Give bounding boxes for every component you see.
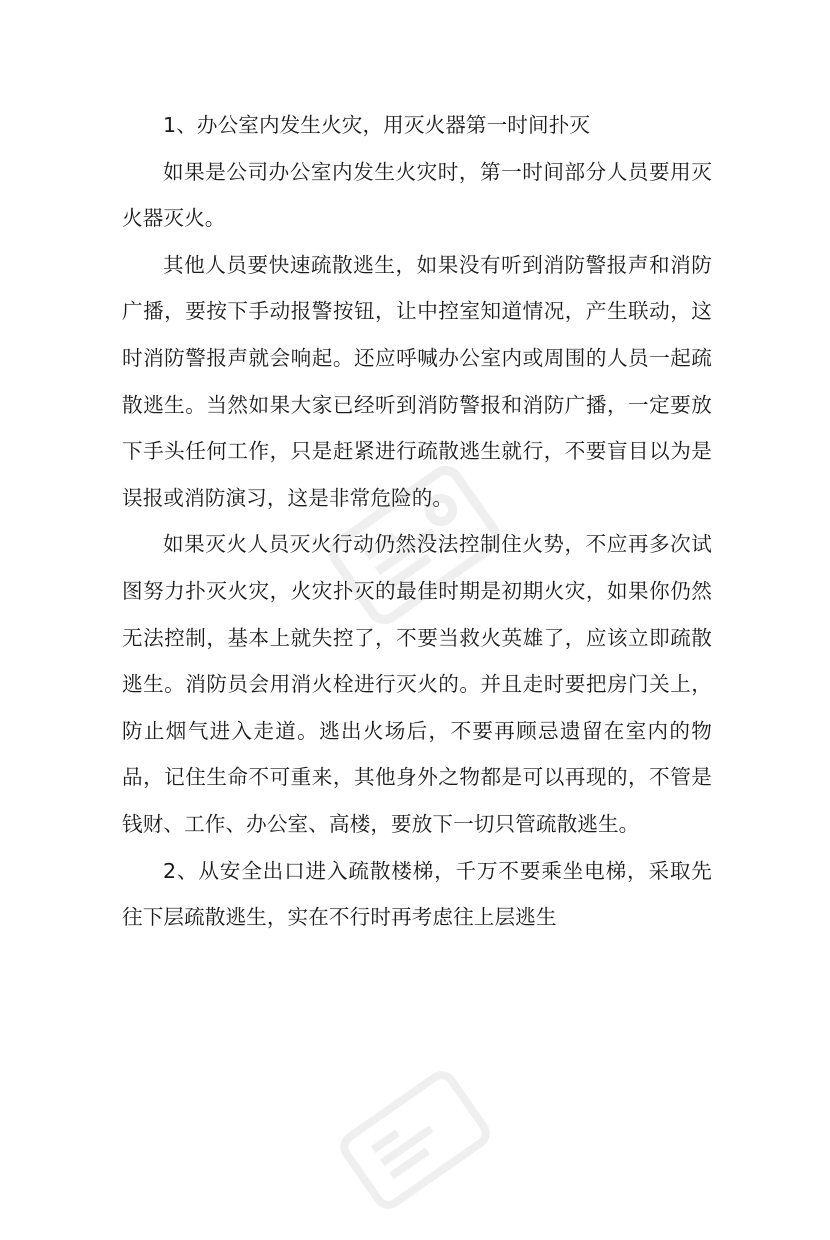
paragraph-2: 其他人员要快速疏散逃生，如果没有听到消防警报声和消防广播，要按下手动报警按钮，让中控室知道情况，产生联动，这时消防警报声就会响起。还应呼喊办公室内或周围的人员一起疏散逃生。当然如果大家已经听到消防警报和消防广播，一定要放下手头任何工作，只是赶紧进行疏散逃生就行，不要盲目以为是误报或消防演习，这是非常危险的。 bbox=[122, 252, 712, 510]
paragraph-3: 如果灭火人员灭火行动仍然没法控制住火势，不应再多次试图努力扑灭火灾，火灾扑灭的最佳时期是初期火灾，如果你仍然无法控制，基本上就失控了，不要当救火英雄了，应该立即疏散逃生。消防员会用消火栓进行灭火的。并且走时要把房门关上，防止烟气进入走道。逃出火场后，不要再顾忌遗留在室内的物品，记住生命不可重来，其他身外之物都是可以再现的，不管是钱财、工作、办公室、高楼，要放下一切只管疏散逃生。 bbox=[122, 532, 712, 836]
watermark-logo-bottom bbox=[300, 1040, 530, 1240]
document-body bbox=[122, 102, 712, 941]
section-heading-2: 2、从安全出口进入疏散楼梯，千万不要乘坐电梯，采取先往下层疏散逃生，实在不行时再考虑往上层逃生 bbox=[122, 858, 712, 930]
paragraph-1: 如果是公司办公室内发生火灾时，第一时间部分人员要用灭火器灭火。 bbox=[122, 159, 712, 231]
section-heading-1: 1、办公室内发生火灾，用灭火器第一时间扑灭 bbox=[163, 113, 591, 137]
